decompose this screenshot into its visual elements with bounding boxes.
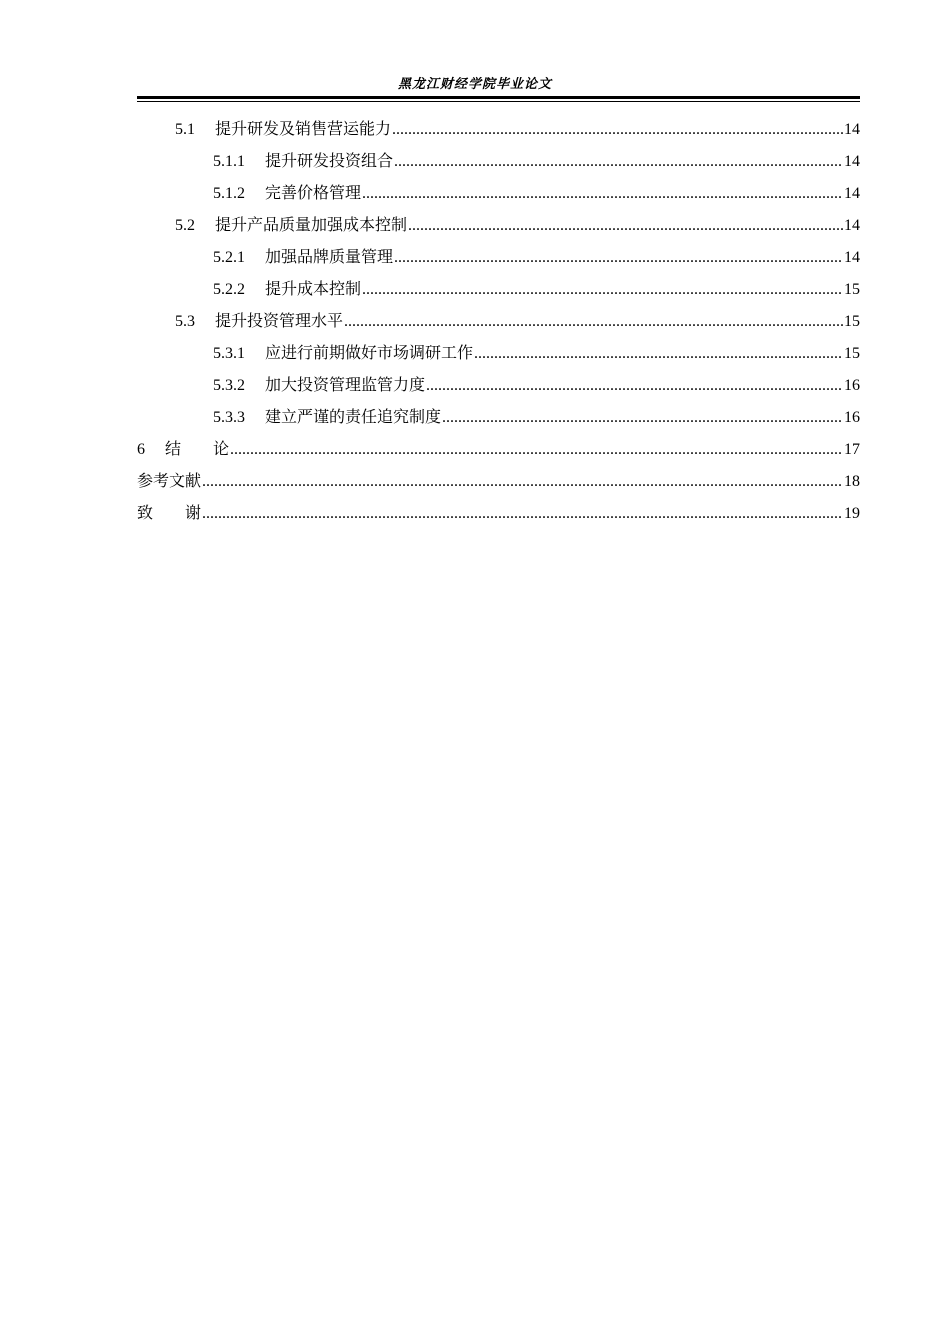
toc-entry[interactable] xyxy=(137,470,860,502)
toc-entry-title: 加大投资管理监管力度 xyxy=(265,377,426,394)
toc-dot-leader xyxy=(474,342,843,366)
toc-entry[interactable] xyxy=(137,182,860,214)
toc-entry[interactable] xyxy=(137,406,860,438)
toc-entry-number: 5.3.2 xyxy=(213,377,245,394)
toc-entry-page: 15 xyxy=(844,345,860,362)
toc-entry-page: 14 xyxy=(844,185,860,202)
toc-entry[interactable] xyxy=(137,246,860,278)
toc-entry[interactable] xyxy=(137,214,860,246)
toc-entry-number: 5.1.1 xyxy=(213,153,245,170)
toc-entry-number: 5.1 xyxy=(175,121,195,138)
toc-entry[interactable] xyxy=(137,150,860,182)
toc-dot-leader xyxy=(408,214,843,238)
toc-dot-leader xyxy=(230,438,843,462)
toc-entry-title: 结 论 xyxy=(165,441,230,458)
header-rule-thin xyxy=(137,101,860,102)
toc-dot-leader xyxy=(394,150,843,174)
toc-entry-page: 14 xyxy=(844,153,860,170)
toc-entry-number: 5.2.2 xyxy=(213,281,245,298)
toc-entry-number: 5.3.3 xyxy=(213,409,245,426)
toc-entry-page: 15 xyxy=(844,313,860,330)
toc-dot-leader xyxy=(442,406,843,430)
toc-entry-title: 完善价格管理 xyxy=(265,185,362,202)
toc-entry-number: 5.2.1 xyxy=(213,249,245,266)
toc-dot-leader xyxy=(362,278,843,302)
toc-entry-number: 5.1.2 xyxy=(213,185,245,202)
toc-entry-page: 19 xyxy=(844,505,860,522)
toc-entry-title: 提升投资管理水平 xyxy=(215,313,344,330)
toc-entry-title: 致 谢 xyxy=(137,505,202,522)
toc-dot-leader xyxy=(362,182,843,206)
toc-entry-page: 14 xyxy=(844,217,860,234)
toc-entry-page: 16 xyxy=(844,377,860,394)
toc-dot-leader xyxy=(202,502,843,526)
toc-entry-title: 提升研发及销售营运能力 xyxy=(215,121,392,138)
toc-entry-title: 提升研发投资组合 xyxy=(265,153,394,170)
toc-entry[interactable] xyxy=(137,310,860,342)
toc-entry-page: 15 xyxy=(844,281,860,298)
toc-entry-title: 加强品牌质量管理 xyxy=(265,249,394,266)
toc-entry-number: 5.3.1 xyxy=(213,345,245,362)
toc-entry-number: 5.2 xyxy=(175,217,195,234)
toc-dot-leader xyxy=(202,470,843,494)
toc-entry[interactable] xyxy=(137,118,860,150)
toc-dot-leader xyxy=(392,118,843,142)
toc-entry-title: 建立严谨的责任追究制度 xyxy=(265,409,442,426)
toc-entry-number: 5.3 xyxy=(175,313,195,330)
toc-entry-page: 14 xyxy=(844,249,860,266)
header-rule-thick xyxy=(137,96,860,99)
toc-entry[interactable] xyxy=(137,278,860,310)
toc-entry-page: 17 xyxy=(844,441,860,458)
toc-entry-page: 16 xyxy=(844,409,860,426)
toc-entry[interactable] xyxy=(137,502,860,534)
toc-entry[interactable] xyxy=(137,438,860,470)
toc-entry[interactable] xyxy=(137,342,860,374)
toc-entry-title: 参考文献 xyxy=(137,473,202,490)
toc-entry[interactable] xyxy=(137,374,860,406)
toc-entry-title: 应进行前期做好市场调研工作 xyxy=(265,345,474,362)
table-of-contents xyxy=(137,118,860,534)
toc-entry-title: 提升成本控制 xyxy=(265,281,362,298)
toc-dot-leader xyxy=(426,374,843,398)
toc-entry-title: 提升产品质量加强成本控制 xyxy=(215,217,408,234)
toc-entry-number: 6 xyxy=(137,441,145,458)
page-header-title: 黑龙江财经学院毕业论文 xyxy=(397,77,552,92)
toc-dot-leader xyxy=(344,310,843,334)
toc-entry-page: 14 xyxy=(844,121,860,138)
toc-dot-leader xyxy=(394,246,843,270)
toc-entry-page: 18 xyxy=(844,473,860,490)
